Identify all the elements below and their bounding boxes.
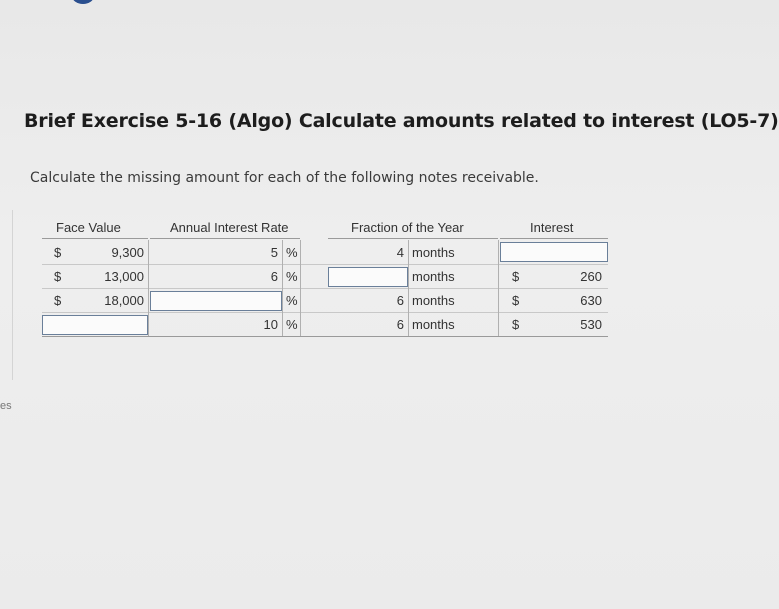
row4-interest-symbol: $ <box>512 317 520 332</box>
row4-rate-unit: % <box>286 317 298 332</box>
top-blue-indicator <box>72 0 94 4</box>
row2-face-value: 13,000 <box>104 269 144 284</box>
row3-face-symbol: $ <box>54 293 62 308</box>
row3-interest: 630 <box>580 293 602 308</box>
header-rule <box>150 238 300 239</box>
row1-fraction-unit: months <box>412 245 455 260</box>
header-face-value: Face Value <box>56 220 121 235</box>
row3-interest-symbol: $ <box>512 293 520 308</box>
row-rule <box>42 336 608 337</box>
side-label: es <box>0 400 12 412</box>
row1-face-value: 9,300 <box>111 245 144 260</box>
col-rule <box>408 240 409 336</box>
header-rule <box>500 238 608 239</box>
row2-rate: 6 <box>270 269 278 284</box>
row1-fraction: 4 <box>396 245 404 260</box>
notes-receivable-table <box>42 214 608 336</box>
header-fraction-of-year: Fraction of the Year <box>351 220 464 235</box>
header-rule <box>42 238 148 239</box>
row2-fraction-unit: months <box>412 269 455 284</box>
col-rule <box>300 240 301 336</box>
row1-interest-input[interactable] <box>500 242 608 262</box>
page-title: Brief Exercise 5-16 (Algo) Calculate amounts related to interest (LO5-7) <box>24 110 779 132</box>
header-interest: Interest <box>530 220 574 235</box>
col-rule <box>282 240 283 336</box>
row4-face-value-input[interactable] <box>42 315 148 335</box>
row3-face-value: 18,000 <box>104 293 144 308</box>
col-rule <box>498 240 499 336</box>
instruction-text: Calculate the missing amount for each of the following notes receivable. <box>30 170 539 186</box>
row4-interest: 530 <box>580 317 602 332</box>
row4-fraction: 6 <box>396 317 404 332</box>
row2-interest: 260 <box>580 269 602 284</box>
row4-rate: 10 <box>263 317 278 332</box>
col-rule <box>148 240 149 336</box>
row-rule <box>42 264 608 265</box>
row3-rate-input[interactable] <box>150 291 282 311</box>
row2-rate-unit: % <box>286 269 298 284</box>
row3-fraction-unit: months <box>412 293 455 308</box>
row-rule <box>42 288 608 289</box>
header-annual-interest-rate: Annual Interest Rate <box>170 220 289 235</box>
row2-interest-symbol: $ <box>512 269 520 284</box>
row4-fraction-unit: months <box>412 317 455 332</box>
row2-fraction-input[interactable] <box>328 267 408 287</box>
left-panel-edge <box>0 210 13 380</box>
header-rule <box>328 238 498 239</box>
row3-rate-unit: % <box>286 293 298 308</box>
row1-rate-unit: % <box>286 245 298 260</box>
row1-rate: 5 <box>270 245 278 260</box>
row3-fraction: 6 <box>396 293 404 308</box>
row2-face-symbol: $ <box>54 269 62 284</box>
row-rule <box>42 312 608 313</box>
row1-face-symbol: $ <box>54 245 62 260</box>
